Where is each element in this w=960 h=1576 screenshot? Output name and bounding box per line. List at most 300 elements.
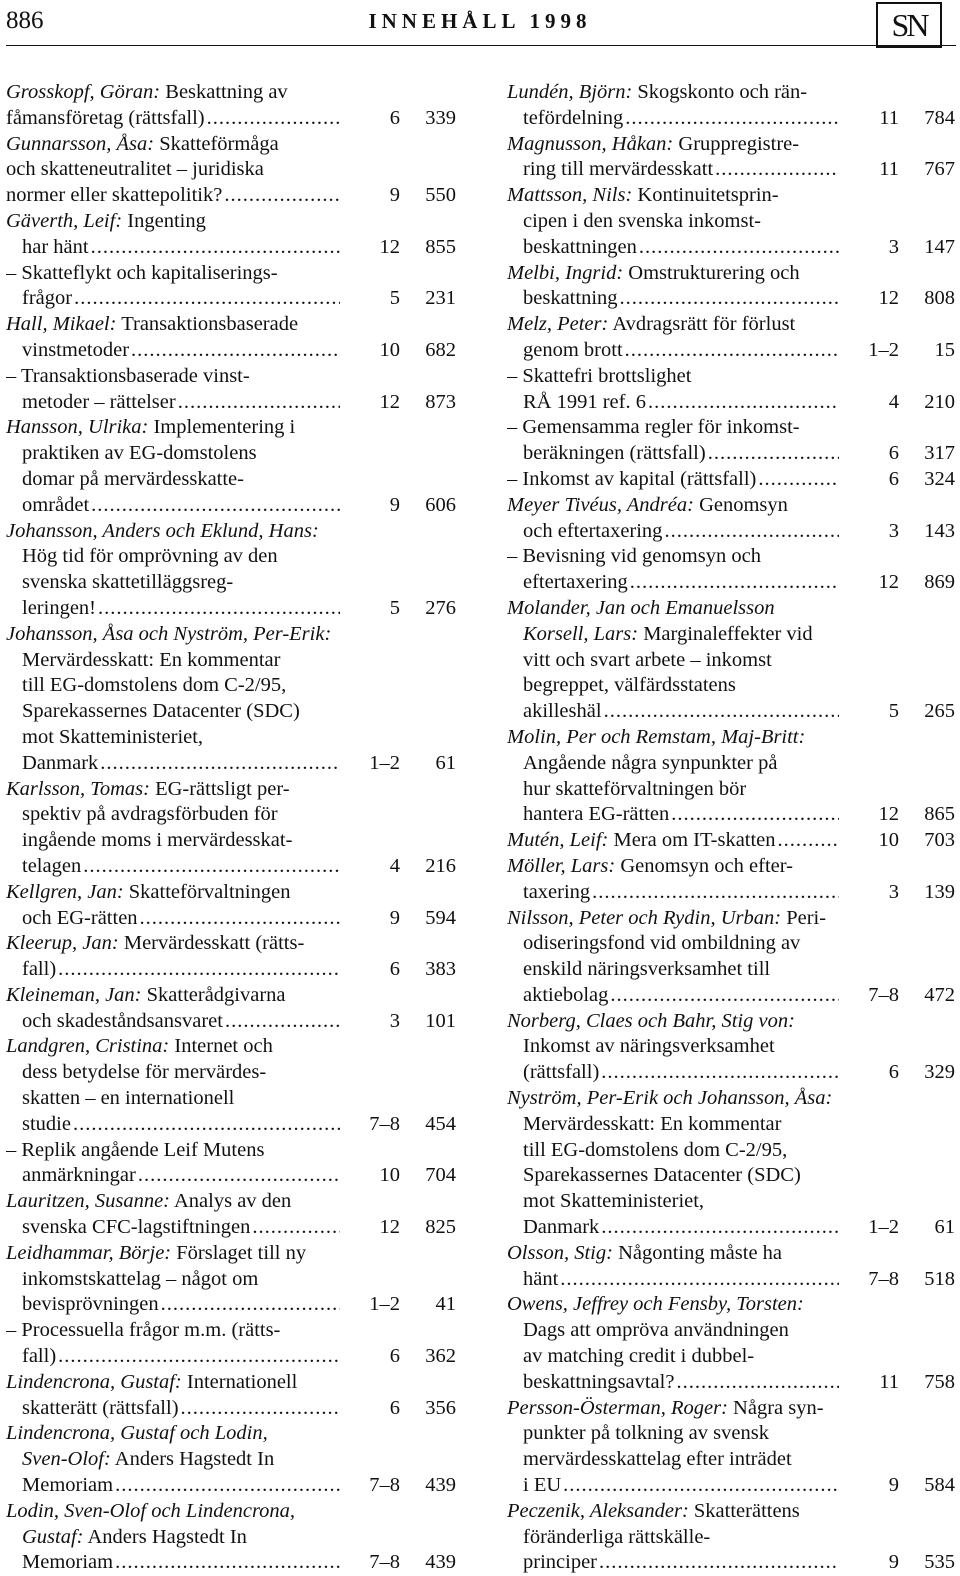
entry-line	[507, 106, 955, 132]
entry-line-text	[22, 493, 89, 519]
entry-line	[6, 364, 456, 390]
entry-line	[507, 983, 955, 1009]
dot-leader	[599, 1550, 839, 1576]
author-name: Sven-Olof:	[22, 1448, 111, 1471]
entry-line-text	[22, 596, 96, 622]
article-title: punkter på tolkning av svensk	[523, 1422, 769, 1445]
entry-line-text	[22, 286, 72, 312]
index-entry	[507, 183, 955, 260]
dot-leader	[100, 751, 340, 777]
entry-line	[6, 880, 456, 906]
entry-line	[507, 1034, 955, 1060]
index-entry	[507, 725, 955, 828]
article-title: Mervärdesskatt (rätts-	[118, 932, 305, 955]
entry-line	[507, 1473, 955, 1499]
entry-line-text	[523, 1060, 599, 1086]
entry-line-text	[523, 1473, 561, 1499]
page-number: 886	[6, 7, 44, 34]
entry-line	[6, 493, 456, 519]
entry-line	[507, 957, 955, 983]
index-entry	[507, 493, 955, 545]
issue-number: 12	[878, 571, 899, 594]
entry-line	[6, 390, 456, 416]
index-entry	[507, 364, 955, 416]
entry-line	[6, 1189, 456, 1215]
article-title: föränderliga rättskälle-	[523, 1525, 711, 1548]
page-ref: 362	[425, 1345, 456, 1368]
article-title: dess betydelse för mervärdes-	[22, 1061, 267, 1084]
article-title: området	[22, 493, 90, 516]
author-name: Melz, Peter:	[507, 313, 609, 336]
entry-line-text	[523, 441, 706, 467]
article-title: (rättsfall)	[523, 1061, 600, 1084]
author-name: Kleineman, Jan:	[6, 983, 142, 1006]
entry-line	[507, 802, 955, 828]
index-entry	[507, 1086, 955, 1241]
entry-line	[507, 1370, 955, 1396]
page-ref: 535	[924, 1551, 955, 1574]
page-ref: 704	[425, 1164, 456, 1187]
dot-leader	[252, 1215, 340, 1241]
article-title: Ingenting	[122, 209, 206, 232]
entry-line-text	[22, 751, 98, 777]
entry-line	[6, 751, 456, 777]
dot-leader	[98, 596, 340, 622]
entry-line	[6, 1215, 456, 1241]
article-title: svenska CFC-lagstiftningen	[22, 1216, 251, 1239]
dot-leader	[560, 1267, 839, 1293]
entry-line	[507, 235, 955, 261]
entry-line	[507, 699, 955, 725]
journal-logo: SN	[876, 2, 942, 48]
index-entry	[6, 983, 456, 1035]
index-entry	[6, 132, 456, 209]
entry-line	[507, 931, 955, 957]
issue-number: 1–2	[868, 1216, 899, 1239]
issue-number: 4	[389, 854, 400, 877]
dot-leader	[664, 519, 839, 545]
entry-line	[6, 983, 456, 1009]
author-name: Peczenik, Aleksander:	[507, 1499, 689, 1522]
article-title: Internet och	[169, 1035, 273, 1058]
entry-line	[6, 415, 456, 441]
page-ref: 61	[934, 1216, 955, 1239]
article-title: mervärdesskattelag efter inträdet	[523, 1448, 792, 1471]
index-entry	[6, 931, 456, 983]
issue-number: 12	[379, 390, 400, 413]
dot-leader	[708, 441, 839, 467]
entry-line	[507, 493, 955, 519]
page-ref: 216	[425, 854, 456, 877]
article-title: beskattning	[523, 287, 618, 310]
index-entry	[6, 209, 456, 261]
article-title: – Processuella frågor m.m. (rätts-	[6, 1319, 281, 1342]
article-title: studie	[22, 1112, 71, 1135]
index-entry	[6, 1189, 456, 1241]
entry-line	[507, 1525, 955, 1551]
article-title: beräkningen (rättsfall)	[523, 442, 706, 465]
entry-line	[6, 1138, 456, 1164]
dot-leader	[625, 106, 839, 132]
dot-leader	[58, 957, 340, 983]
entry-line	[6, 802, 456, 828]
article-title: spektiv på avdragsförbuden för	[22, 803, 278, 826]
entry-line	[507, 80, 955, 106]
page-ref: 61	[435, 751, 456, 774]
article-title: Sparekassernes Datacenter (SDC)	[523, 1164, 801, 1187]
entry-line	[507, 519, 955, 545]
article-title: – Skatteflykt och kapitaliserings-	[6, 261, 278, 284]
index-entry	[6, 880, 456, 932]
entry-line-text	[22, 1112, 71, 1138]
entry-line-text	[22, 235, 89, 261]
entry-line-text	[523, 519, 662, 545]
article-title: hänt	[523, 1267, 559, 1290]
header-rule	[6, 45, 956, 46]
entry-line	[6, 1241, 456, 1267]
author-name: Hansson, Ulrika:	[6, 416, 149, 439]
index-entry	[6, 261, 456, 313]
index-entry	[507, 132, 955, 184]
issue-number: 6	[888, 1061, 899, 1084]
entry-line-text	[22, 854, 81, 880]
article-title: RÅ 1991 ref. 6	[523, 390, 646, 413]
issue-number: 3	[888, 880, 899, 903]
article-title: skatterätt (rättsfall)	[22, 1396, 179, 1419]
entry-line	[507, 1499, 955, 1525]
article-title: till EG-domstolens dom C-2/95,	[22, 674, 287, 697]
entry-line-text	[22, 1344, 56, 1370]
dot-leader	[207, 106, 340, 132]
article-title: – Skattefri brottslighet	[507, 364, 692, 387]
dot-leader	[83, 854, 340, 880]
issue-number: 9	[389, 184, 400, 207]
entry-line	[6, 261, 456, 287]
page-ref: 825	[425, 1216, 456, 1239]
index-entry	[6, 1034, 456, 1137]
entry-line	[507, 312, 955, 338]
entry-line-text	[523, 390, 646, 416]
entry-line	[6, 1112, 456, 1138]
entry-line-text	[22, 1550, 113, 1576]
article-title: Genomsyn och efter-	[615, 854, 793, 877]
issue-number: 12	[878, 287, 899, 310]
article-title: Anders Hagstedt In	[110, 1448, 275, 1471]
page-ref: 356	[425, 1396, 456, 1419]
issue-number: 5	[888, 700, 899, 723]
article-title: Skatterådgivarna	[141, 983, 286, 1006]
page-ref: 101	[425, 1009, 456, 1032]
issue-number: 6	[888, 442, 899, 465]
entry-line-text	[22, 1292, 159, 1318]
entry-line	[507, 1112, 955, 1138]
entry-line-text	[523, 983, 608, 1009]
entry-line	[507, 596, 955, 622]
page-ref: 439	[425, 1551, 456, 1574]
dot-leader	[178, 390, 340, 416]
page-ref: 873	[425, 390, 456, 413]
index-column-right	[507, 80, 955, 1576]
entry-line	[507, 1086, 955, 1112]
author-name: Korsell, Lars:	[523, 622, 639, 645]
entry-line	[6, 1163, 456, 1189]
author-name: Gustaf:	[22, 1525, 84, 1548]
entry-line	[6, 441, 456, 467]
author-name: Mattsson, Nils:	[507, 184, 633, 207]
issue-number: 9	[888, 1551, 899, 1574]
entry-line	[6, 699, 456, 725]
issue-number: 11	[879, 158, 899, 181]
issue-number: 3	[389, 1009, 400, 1032]
issue-number: 7–8	[369, 1551, 400, 1574]
article-title: cipen i den svenska inkomst-	[523, 209, 761, 232]
article-title: har hänt	[22, 235, 89, 258]
author-name: Johansson, Åsa och Nyström, Per-Erik:	[6, 622, 332, 645]
entry-line	[6, 183, 456, 209]
index-entry	[6, 1499, 456, 1576]
index-entry	[6, 80, 456, 132]
page-header	[0, 0, 960, 44]
entry-line	[507, 286, 955, 312]
entry-line-text	[523, 235, 637, 261]
author-name: Mutén, Leif:	[507, 829, 609, 852]
entry-line	[507, 751, 955, 777]
issue-number: 6	[888, 467, 899, 490]
index-entry	[507, 1499, 955, 1576]
issue-number: 9	[888, 1474, 899, 1497]
author-name: Kleerup, Jan:	[6, 932, 119, 955]
entry-line	[507, 209, 955, 235]
article-title: vinstmetoder	[22, 338, 130, 361]
article-title: Omstrukturering och	[623, 261, 800, 284]
issue-number: 7–8	[868, 1267, 899, 1290]
entry-line	[6, 1009, 456, 1035]
dot-leader	[131, 338, 340, 364]
article-title: Mervärdesskatt: En kommentar	[523, 1112, 782, 1135]
article-title: och skadeståndsansvaret	[22, 1009, 223, 1032]
page-ref: 855	[425, 235, 456, 258]
entry-line-text	[523, 1215, 599, 1241]
entry-line	[507, 1421, 955, 1447]
article-title: Anders Hagstedt In	[83, 1525, 247, 1548]
article-title: Gruppregistre-	[673, 132, 800, 155]
article-title: Kontinuitetsprin-	[632, 184, 779, 207]
article-title: odiseringsfond vid ombildning av	[523, 932, 801, 955]
entry-line	[6, 157, 456, 183]
entry-line-text	[523, 802, 669, 828]
author-name: Nyström, Per-Erik och Johansson, Åsa:	[507, 1087, 833, 1110]
index-entry	[6, 1241, 456, 1318]
index-entry	[6, 1138, 456, 1190]
dot-leader	[648, 390, 839, 416]
entry-line	[507, 261, 955, 287]
article-title: Skatteförmåga	[154, 132, 279, 155]
index-entry	[507, 1396, 955, 1499]
page-ref: 550	[425, 184, 456, 207]
entry-line	[6, 725, 456, 751]
page-ref: 758	[924, 1370, 955, 1393]
dot-leader	[758, 467, 839, 493]
page-ref: 584	[924, 1474, 955, 1497]
author-name: Landgren, Cristina:	[6, 1035, 170, 1058]
entry-line	[507, 828, 955, 854]
index-entry	[6, 1421, 456, 1498]
entry-line-text	[22, 906, 138, 932]
index-entry	[6, 622, 456, 777]
article-title: hur skatteförvaltningen bör	[523, 777, 747, 800]
author-name: Leidhammar, Börje:	[6, 1241, 172, 1264]
entry-line	[6, 544, 456, 570]
author-name: Lodin, Sven-Olof och Lindencrona,	[6, 1499, 296, 1522]
page-ref: 703	[924, 829, 955, 852]
index-entry	[507, 1292, 955, 1395]
article-title: Analys av den	[170, 1190, 292, 1213]
entry-line	[507, 880, 955, 906]
entry-line	[507, 570, 955, 596]
article-title: Implementering i	[148, 416, 296, 439]
entry-line	[6, 1344, 456, 1370]
article-title: aktiebolag	[523, 983, 609, 1006]
article-title: vitt och svart arbete – inkomst	[523, 648, 772, 671]
entry-line-text	[22, 1163, 136, 1189]
article-title: Några syn-	[727, 1396, 824, 1419]
issue-number: 6	[389, 1396, 400, 1419]
article-title: Beskattning av	[160, 81, 288, 103]
article-title: Förslaget till ny	[171, 1241, 307, 1264]
entry-line	[6, 1318, 456, 1344]
entry-line	[507, 777, 955, 803]
page-ref: 41	[435, 1293, 456, 1316]
issue-number: 5	[389, 287, 400, 310]
issue-number: 10	[379, 338, 400, 361]
entry-line	[507, 1189, 955, 1215]
article-title: akilleshäl	[523, 700, 602, 723]
entry-line	[507, 338, 955, 364]
dot-leader	[91, 493, 340, 519]
issue-number: 11	[879, 1370, 899, 1393]
index-column-left	[6, 80, 456, 1576]
entry-line-text	[523, 699, 602, 725]
issue-number: 12	[379, 235, 400, 258]
dot-leader	[181, 1396, 340, 1422]
entry-line	[507, 544, 955, 570]
author-name: Owens, Jeffrey och Fensby, Torsten:	[507, 1293, 804, 1316]
article-title: Peri-	[781, 906, 827, 929]
running-title: INNEHÅLL 1998	[368, 9, 592, 33]
author-name: Grosskopf, Göran:	[6, 81, 161, 103]
entry-line-text	[523, 1550, 597, 1576]
article-title: normer eller skattepolitik?	[6, 184, 223, 207]
entry-line-text	[523, 106, 623, 132]
entry-line	[6, 854, 456, 880]
entry-line	[507, 467, 955, 493]
article-title: – Inkomst av kapital (rättsfall)	[507, 467, 757, 490]
dot-leader	[563, 1473, 839, 1499]
entry-line	[6, 1447, 456, 1473]
article-title: svenska skattetilläggsreg-	[22, 571, 234, 594]
entry-line	[507, 415, 955, 441]
dot-leader	[224, 183, 340, 209]
entry-line	[6, 1499, 456, 1525]
article-title: Skatterättens	[688, 1499, 800, 1522]
index-entry	[507, 596, 955, 725]
article-title: Angående några synpunkter på	[523, 751, 778, 774]
entry-line	[6, 132, 456, 158]
page-ref: 808	[924, 287, 955, 310]
issue-number: 1–2	[369, 751, 400, 774]
dot-leader	[778, 828, 839, 854]
entry-line	[507, 132, 955, 158]
author-name: Gunnarsson, Åsa:	[6, 132, 155, 155]
entry-line	[507, 1060, 955, 1086]
article-title: Mera om IT-skatten	[608, 829, 776, 852]
author-name: Gäverth, Leif:	[6, 209, 123, 232]
article-title: bevisprövningen	[22, 1293, 159, 1316]
article-title: till EG-domstolens dom C-2/95,	[523, 1138, 788, 1161]
article-title: Mervärdesskatt: En kommentar	[22, 648, 281, 671]
dot-leader	[115, 1550, 340, 1576]
entry-line	[6, 1267, 456, 1293]
dot-leader	[715, 157, 839, 183]
dot-leader	[601, 1060, 839, 1086]
entry-line	[6, 596, 456, 622]
index-entry	[507, 1241, 955, 1293]
article-title: beskattningen	[523, 235, 637, 258]
page-ref: 865	[924, 803, 955, 826]
dot-leader	[140, 906, 340, 932]
dot-leader	[639, 235, 839, 261]
author-name: Lauritzen, Susanne:	[6, 1190, 170, 1213]
article-title: Marginaleffekter vid	[638, 622, 813, 645]
page-ref: 317	[924, 442, 955, 465]
article-title: genom brott	[523, 338, 623, 361]
issue-number: 6	[389, 958, 400, 981]
index-entry	[6, 519, 456, 622]
issue-number: 7–8	[369, 1474, 400, 1497]
article-title: Hög tid för omprövning av den	[22, 545, 278, 568]
page-ref: 518	[924, 1267, 955, 1290]
entry-line	[507, 1396, 955, 1422]
entry-line	[6, 467, 456, 493]
author-name: Molander, Jan och Emanuelsson	[507, 596, 775, 619]
issue-number: 5	[389, 596, 400, 619]
entry-line-text	[22, 1009, 223, 1035]
entry-line-text	[22, 1396, 179, 1422]
dot-leader	[604, 699, 839, 725]
entry-line-text	[523, 157, 713, 183]
article-title: EG-rättsligt per-	[149, 777, 290, 800]
page-ref: 139	[924, 880, 955, 903]
issue-number: 9	[389, 906, 400, 929]
article-title: domar på mervärdesskatte-	[22, 467, 244, 490]
entry-line	[507, 1344, 955, 1370]
author-name: Norberg, Claes och Bahr, Stig von:	[507, 1009, 795, 1032]
entry-line	[6, 235, 456, 261]
entry-line	[6, 209, 456, 235]
entry-line-text	[507, 828, 776, 854]
article-title: Skatteförvaltningen	[123, 880, 291, 903]
entry-line	[6, 1473, 456, 1499]
entry-line-text	[22, 390, 176, 416]
dot-leader	[161, 1292, 340, 1318]
article-title: skatten – en internationell	[22, 1087, 235, 1110]
article-title: Skogskonto och rän-	[632, 81, 808, 103]
article-title: ingående moms i mervärdesskat-	[22, 829, 293, 852]
entry-line	[6, 338, 456, 364]
dot-leader	[610, 983, 839, 1009]
issue-number: 11	[879, 106, 899, 129]
article-title: i EU	[523, 1474, 562, 1497]
